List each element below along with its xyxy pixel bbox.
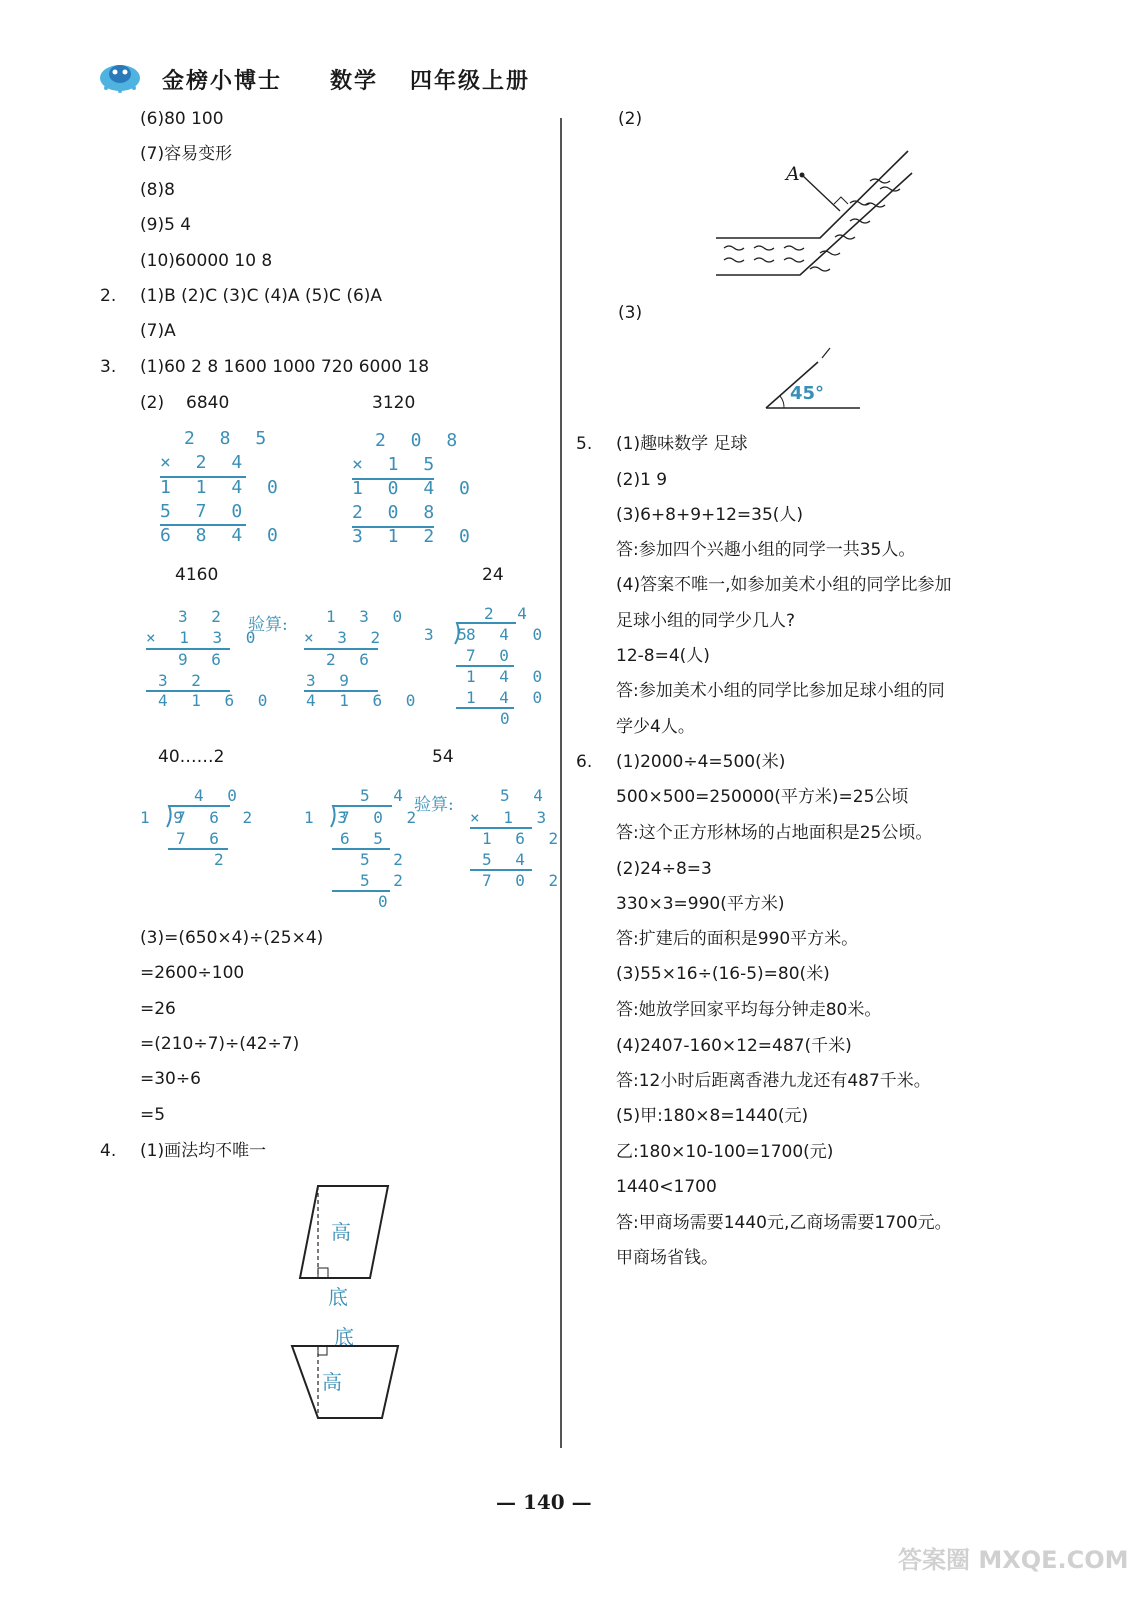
answer-line: =5 [140,1105,166,1125]
calc-line: 1 0 4 0 [352,478,477,499]
angle-label: 45° [790,383,825,404]
question-number: 3. [100,357,117,377]
answer-line: 答:参加四个兴趣小组的同学一共35人。 [616,540,916,560]
column-divider [560,118,562,1448]
check-label: 验算: [414,795,454,815]
calc-line: 2 4 [484,604,534,623]
base-label: 底 [328,1285,348,1309]
calc-line: 6 8 4 0 [160,525,285,546]
calc-line: 8 4 0 [466,625,550,644]
answer-line: (1)2000÷4=500(米) [616,752,786,772]
calc-line: 7 6 [176,829,226,848]
calc-line: 0 [378,892,395,911]
answer-line: (7)A [140,321,176,341]
answer-line: (4)答案不唯一,如参加美术小组的同学比参加 [616,575,952,595]
question-number: 6. [576,752,593,772]
calc-line: 5 4 [500,786,550,805]
answer-line: 答:扩建后的面积是990平方米。 [616,929,859,949]
calc-line: × 1 5 [352,454,442,475]
result-value: 3120 [372,393,416,413]
page-number: — 140 — [496,1490,592,1514]
answer-line: (6)80 100 [140,109,224,129]
answer-line: (7)容易变形 [140,144,233,164]
result-value: 24 [482,565,504,585]
calc-line: 1 3 0 [326,607,410,626]
answer-line: (1)B (2)C (3)C (4)A (5)C (6)A [140,286,383,306]
calc-line: 5 2 [360,871,410,890]
calc-line: 3 2 [158,671,208,690]
calc-line: 1 4 0 [466,667,550,686]
result-value: 6840 [186,393,230,413]
calc-line: 2 0 8 [352,502,442,523]
calc-line: 1 6 2 [482,829,566,848]
height-label: 高 [331,1220,351,1244]
answer-line: =2600÷100 [140,963,245,983]
answer-line: 答:甲商场需要1440元,乙商场需要1700元。 [616,1213,952,1233]
answer-line: (1)60 2 8 1600 1000 720 6000 18 [140,357,430,377]
answer-line: (3) [618,303,643,323]
question-number: 2. [100,286,117,306]
calc-line: 2 0 8 [375,430,465,451]
result-value: 54 [432,747,454,767]
answer-line: (10)60000 10 8 [140,251,273,271]
subject-title: 数学 [330,69,379,94]
result-value: 40……2 [158,747,225,767]
answer-line: =30÷6 [140,1069,201,1089]
result-value: 4160 [175,565,219,585]
calc-line: × 1 3 0 [146,628,263,647]
calc-line: 0 [500,709,517,728]
answer-line: 330×3=990(平方米) [616,894,785,914]
answer-line: 1440<1700 [616,1177,717,1197]
calc-line: 1 9 [140,808,190,827]
calc-line: 7 0 2 [340,808,424,827]
calc-line: 1 3 [304,808,354,827]
answer-line: 12-8=4(人) [616,646,710,666]
calc-line: 5 4 [360,786,410,805]
answer-line: (1)趣味数学 足球 [616,434,748,454]
calc-line: 1 4 0 [466,688,550,707]
calc-line: 5 2 [360,850,410,869]
calc-line: 3 1 2 0 [352,526,477,547]
answer-line: 答:这个正方形林场的占地面积是25公顷。 [616,823,933,843]
river-figure [710,145,920,285]
answer-line: (4)2407-160×12=487(千米) [616,1036,852,1056]
answer-line: 答:12小时后距离香港九龙还有487千米。 [616,1071,931,1091]
answer-line: (8)8 [140,180,175,200]
calc-line: × 3 2 [304,628,388,647]
answer-line: (2)1 9 [616,470,668,490]
answer-line: (3)55×16÷(16-5)=80(米) [616,964,830,984]
answer-line: (9)5 4 [140,215,192,235]
calc-line: 4 1 6 0 [306,691,423,710]
calc-line: 3 9 [306,671,356,690]
calc-line: 1 1 4 0 [160,477,285,498]
answer-line: 乙:180×10-100=1700(元) [616,1142,834,1162]
calc-line: 2 8 5 [184,428,274,449]
trapezoid-figure [288,1342,402,1422]
book-title: 金榜小博士 [162,69,283,94]
answer-line: 答:参加美术小组的同学比参加足球小组的同 [616,681,945,701]
height-label: 高 [322,1370,342,1394]
calc-line: 2 [214,850,231,869]
calc-line: 7 0 [466,646,516,665]
answer-line: (2) [618,109,643,129]
calc-line: 3 2 [178,607,228,626]
answer-line: 学少4人。 [616,717,695,737]
logo-icon [98,58,142,94]
answer-line: (2) [140,393,165,413]
calc-line: 6 5 [340,829,390,848]
answer-line: (3)6+8+9+12=35(人) [616,505,804,525]
point-a-label: A [786,163,800,185]
grade-title: 四年级上册 [410,69,531,94]
question-number: 4. [100,1141,117,1161]
check-label: 验算: [248,615,288,635]
answer-line: 甲商场省钱。 [616,1248,718,1268]
base-label: 底 [334,1325,354,1349]
calc-line: 7 6 2 [176,808,260,827]
answer-line: (1)画法均不唯一 [140,1141,267,1161]
answer-line: 答:她放学回家平均每分钟走80米。 [616,1000,882,1020]
calc-line: × 1 3 [470,808,554,827]
calc-line: 2 6 [326,650,376,669]
answer-line: (5)甲:180×8=1440(元) [616,1106,809,1126]
calc-line: 4 1 6 0 [158,691,275,710]
answer-line: =(210÷7)÷(42÷7) [140,1034,300,1054]
answer-line: (2)24÷8=3 [616,859,712,879]
question-number: 5. [576,434,593,454]
answer-line: 500×500=250000(平方米)=25公顷 [616,787,909,807]
answer-line: 足球小组的同学少几人? [616,611,796,631]
calc-line: 4 0 [194,786,244,805]
answer-line: =26 [140,999,176,1019]
calc-line: 9 6 [178,650,228,669]
watermark: 答案圈 MXQE.COM [898,1546,1129,1574]
calc-line: 3 5 [424,625,474,644]
answer-line: (3)=(650×4)÷(25×4) [140,928,324,948]
calc-line: 5 7 0 [160,501,250,522]
calc-line: × 2 4 [160,452,250,473]
calc-line: 7 0 2 [482,871,566,890]
calc-line: 5 4 [482,850,532,869]
